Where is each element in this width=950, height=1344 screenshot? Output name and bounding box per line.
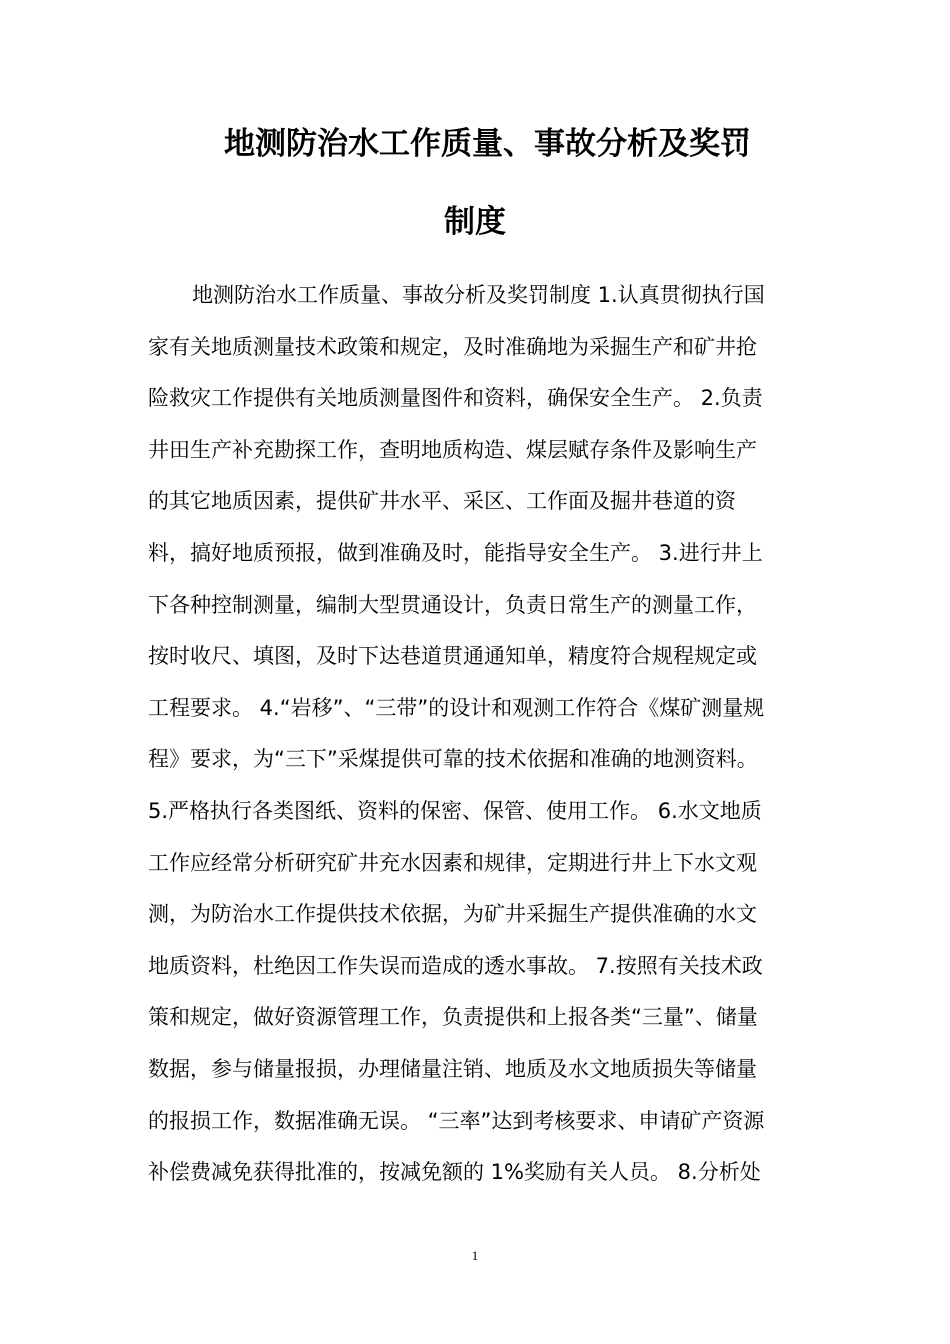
- body-line: 下各种控制测量，编制大型贯通设计，负责日常生产的测量工作，: [148, 592, 757, 617]
- body-line: 家有关地质测量技术政策和规定，及时准确地为采掘生产和矿井抢: [148, 334, 757, 359]
- body-line: 料，搞好地质预报，做到准确及时，能指导安全生产。 3.进行井上: [148, 540, 763, 565]
- document-title-line-2: 制度: [444, 204, 506, 240]
- body-line: 工作应经常分析研究矿井充水因素和规律，定期进行井上下水文观: [148, 850, 757, 875]
- body-line: 地测防治水工作质量、事故分析及奖罚制度 1.认真贯彻执行国: [192, 283, 765, 307]
- body-line: 地质资料，杜绝因工作失误而造成的透水事故。 7.按照有关技术政: [148, 953, 763, 978]
- body-line: 险救灾工作提供有关地质测量图件和资料，确保安全生产。 2.负责: [148, 386, 763, 411]
- body-line: 测，为防治水工作提供技术依据，为矿井采掘生产提供准确的水文: [148, 902, 757, 927]
- body-line: 补偿费减免获得批准的，按减免额的 1%奖励有关人员。 8.分析处: [148, 1160, 761, 1185]
- body-line: 程》要求，为“三下”采煤提供可靠的技术依据和准确的地测资料。: [148, 747, 758, 772]
- document-title-line-1: 地测防治水工作质量、事故分析及奖罚: [224, 126, 751, 162]
- body-line: 5.严格执行各类图纸、资料的保密、保管、使用工作。 6.水文地质: [148, 798, 762, 823]
- body-line: 数据，参与储量报损，办理储量注销、地质及水文地质损失等储量: [148, 1056, 757, 1081]
- body-line: 工程要求。 4.“岩移”、“三带”的设计和观测工作符合《煤矿测量规: [148, 695, 765, 720]
- body-line: 策和规定，做好资源管理工作，负责提供和上报各类“三量”、储量: [148, 1005, 758, 1030]
- body-line: 按时收尺、填图，及时下达巷道贯通通知单，精度符合规程规定或: [148, 644, 757, 669]
- document-body: [148, 270, 808, 1199]
- body-line: 井田生产补充勘探工作，查明地质构造、煤层赋存条件及影响生产: [148, 437, 757, 462]
- body-line: 的报损工作，数据准确无误。 “三率”达到考核要求、申请矿产资源: [148, 1108, 765, 1133]
- page-number: 1: [471, 1248, 479, 1263]
- body-line: 的其它地质因素，提供矿井水平、采区、工作面及掘井巷道的资: [148, 489, 736, 514]
